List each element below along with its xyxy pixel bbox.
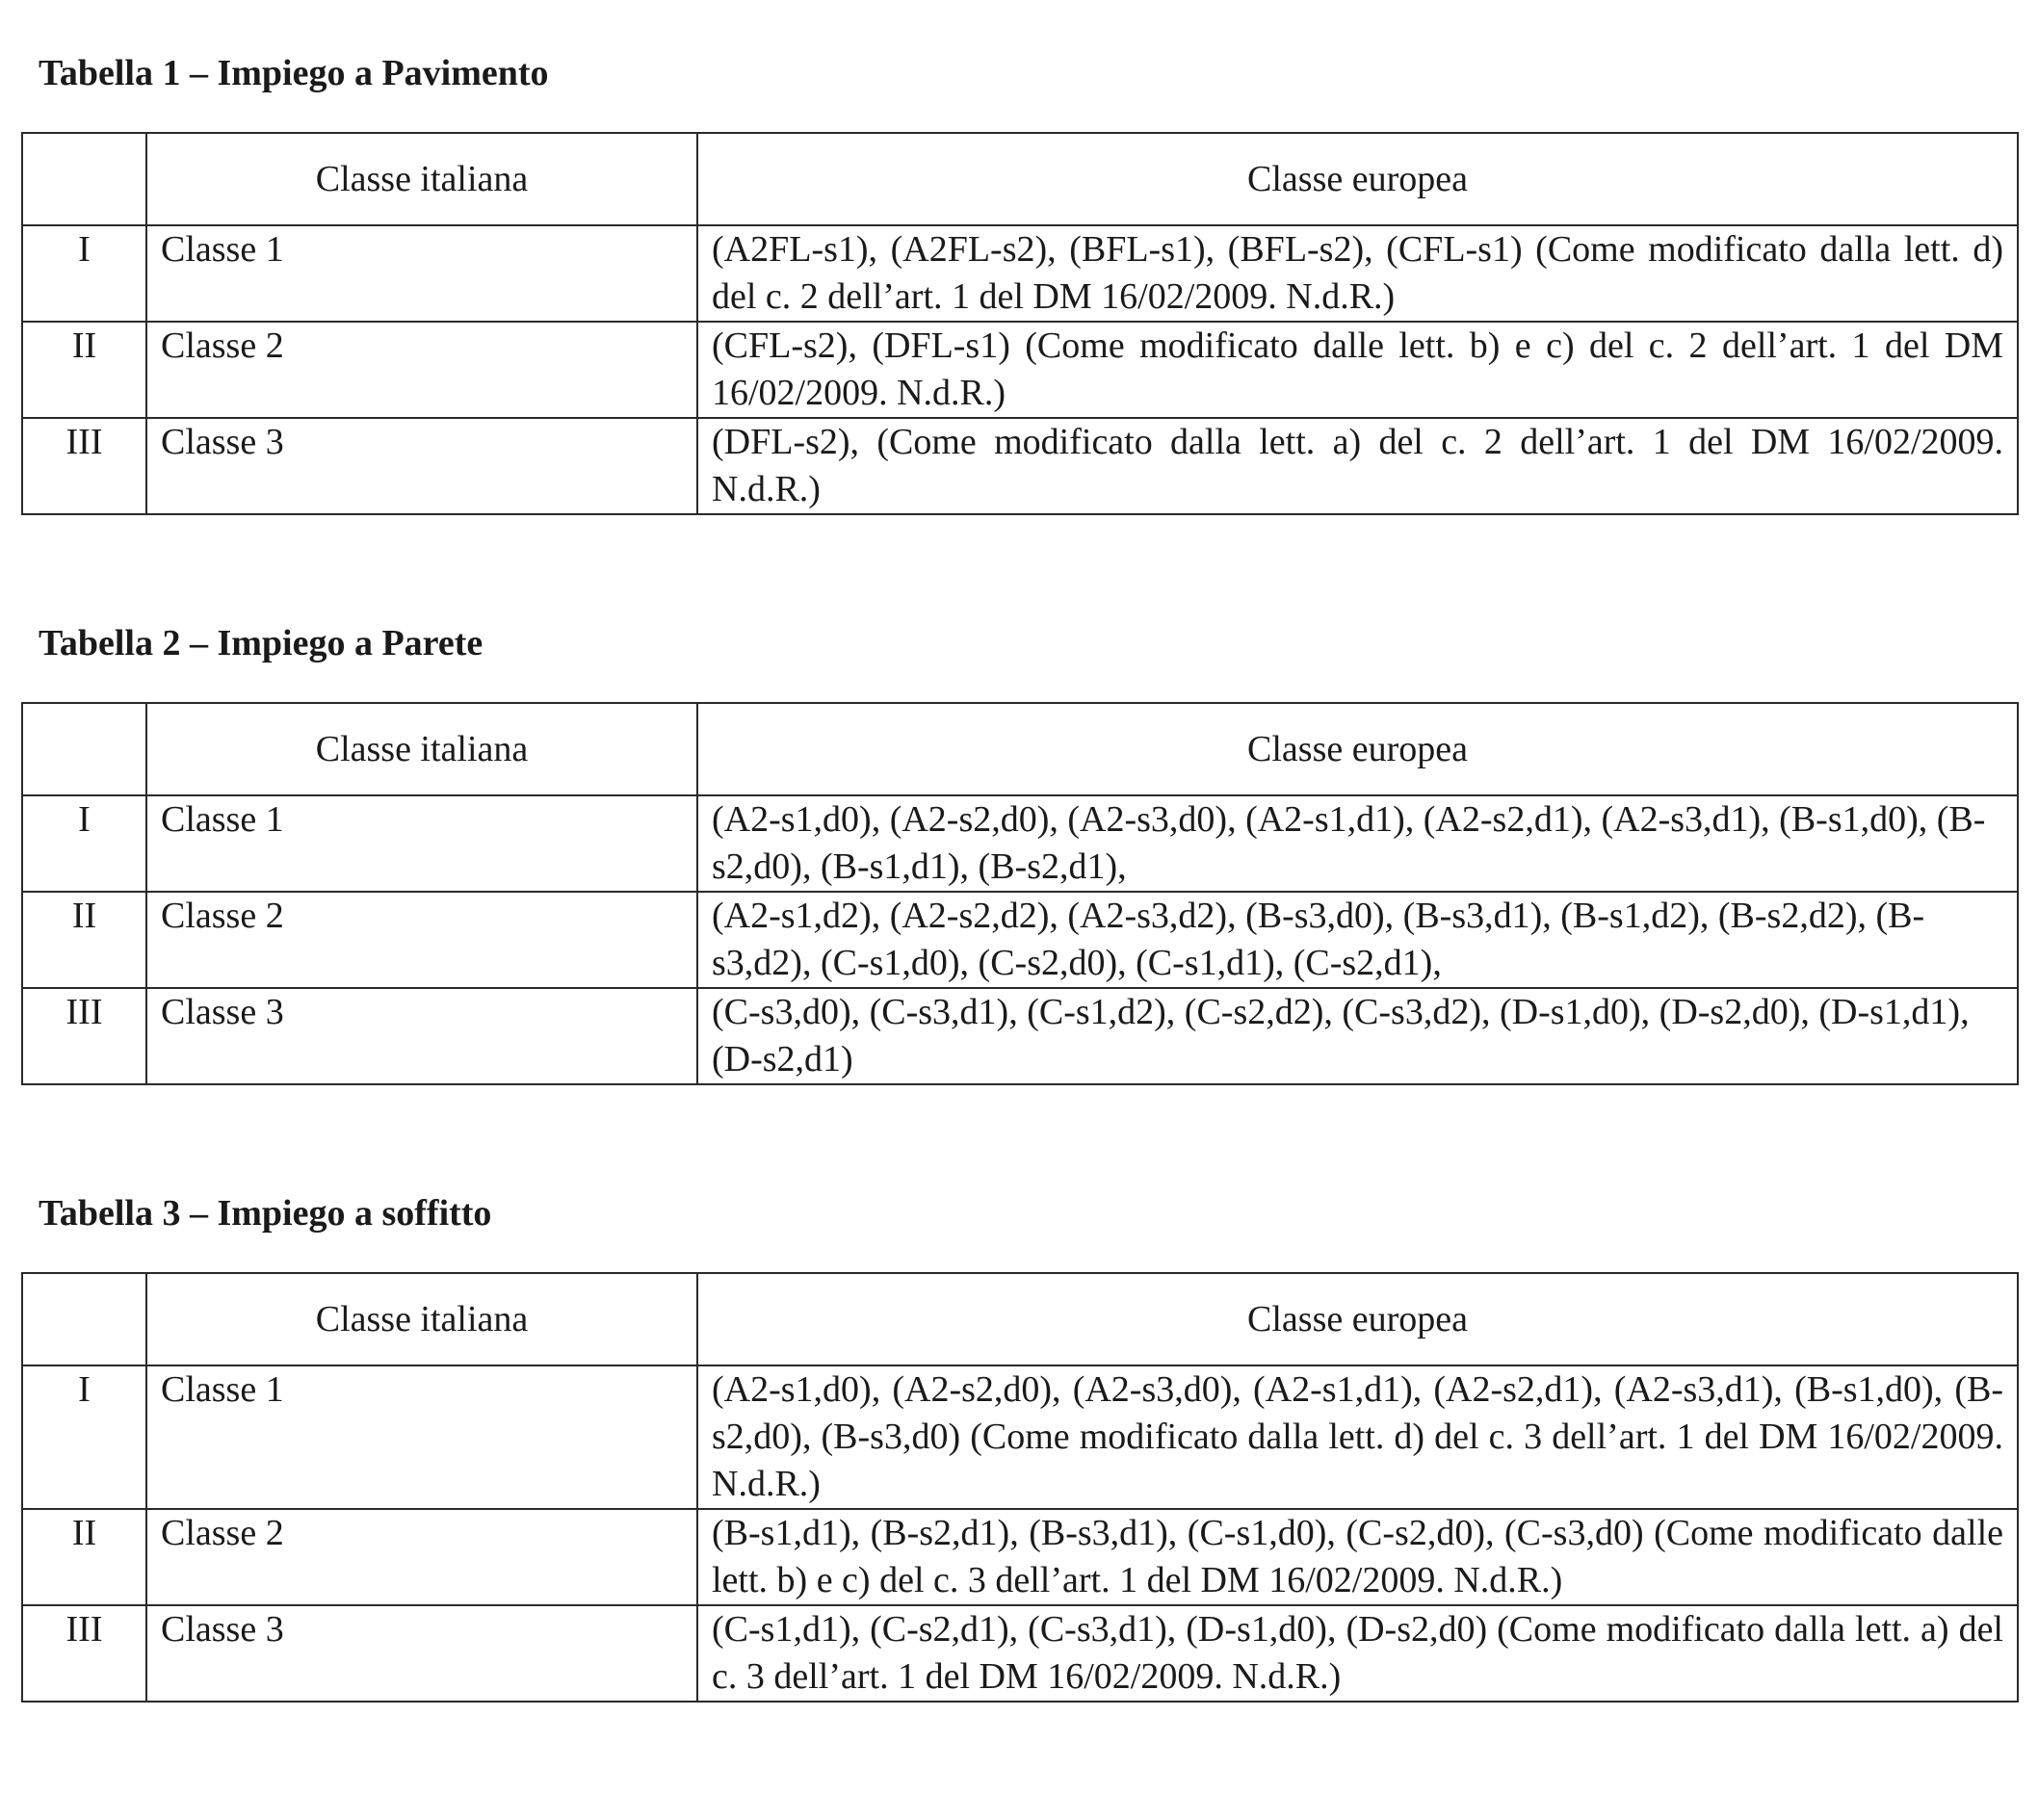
table-section-parete xyxy=(21,616,2017,1085)
row-number: III xyxy=(22,988,146,1084)
classe-italiana-cell: Classe 2 xyxy=(146,322,697,418)
header-num-cell xyxy=(22,133,146,225)
table-row xyxy=(22,795,2018,892)
header-classe-europea: Classe europea xyxy=(697,703,2018,795)
table-header-row xyxy=(22,133,2018,225)
classe-europea-cell: (CFL-s2), (DFL-s1) (Come modificato dalle lett. b) e c) del c. 2 dell’art. 1 del DM 16/02/2009. N.d.R.) xyxy=(697,322,2018,418)
header-num-cell xyxy=(22,1273,146,1365)
table-row xyxy=(22,418,2018,514)
table-title: Tabella 1 – Impiego a Pavimento xyxy=(39,53,549,93)
classe-europea-cell: (A2FL-s1), (A2FL-s2), (BFL-s1), (BFL-s2), (CFL-s1) (Come modificato dalla lett. d) del c. 2 dell’art. 1 del DM 16/02/2009. N.d.R.) xyxy=(697,225,2018,322)
table-row xyxy=(22,988,2018,1084)
header-classe-italiana: Classe italiana xyxy=(146,703,697,795)
row-number: III xyxy=(22,418,146,514)
classification-table xyxy=(21,1272,2019,1703)
table-title: Tabella 3 – Impiego a soffitto xyxy=(39,1193,492,1234)
classe-europea-cell: (C-s1,d1), (C-s2,d1), (C-s3,d1), (D-s1,d0), (D-s2,d0) (Come modificato dalla lett. a) del c. 3 dell’art. 1 del DM 16/02/2009. N.d.R.) xyxy=(697,1605,2018,1702)
classe-italiana-cell: Classe 2 xyxy=(146,1509,697,1605)
classe-italiana-cell: Classe 2 xyxy=(146,892,697,988)
table-row xyxy=(22,225,2018,322)
classe-europea-cell: (C-s3,d0), (C-s3,d1), (C-s1,d2), (C-s2,d2), (C-s3,d2), (D-s1,d0), (D-s2,d0), (D-s1,d1), (D-s2,d1) xyxy=(697,988,2018,1084)
table-title: Tabella 2 – Impiego a Parete xyxy=(39,623,483,663)
row-number: I xyxy=(22,795,146,892)
table-section-soffitto xyxy=(21,1186,2017,1703)
header-classe-italiana: Classe italiana xyxy=(146,1273,697,1365)
table-header-row xyxy=(22,703,2018,795)
table-section-pavimento xyxy=(21,46,2017,515)
row-number: I xyxy=(22,1365,146,1509)
classe-europea-cell: (A2-s1,d2), (A2-s2,d2), (A2-s3,d2), (B-s3,d0), (B-s3,d1), (B-s1,d2), (B-s2,d2), (B-s3,d2), (C-s1,d0), (C-s2,d0), (C-s1,d1), (C-s2,d1), xyxy=(697,892,2018,988)
table-row xyxy=(22,1605,2018,1702)
classe-italiana-cell: Classe 3 xyxy=(146,418,697,514)
table-row xyxy=(22,1509,2018,1605)
row-number: II xyxy=(22,1509,146,1605)
classe-europea-cell: (B-s1,d1), (B-s2,d1), (B-s3,d1), (C-s1,d0), (C-s2,d0), (C-s3,d0) (Come modificato dalle lett. b) e c) del c. 3 dell’art. 1 del DM 16/02/2009. N.d.R.) xyxy=(697,1509,2018,1605)
header-classe-europea: Classe europea xyxy=(697,1273,2018,1365)
classe-italiana-cell: Classe 3 xyxy=(146,1605,697,1702)
table-row xyxy=(22,892,2018,988)
row-number: II xyxy=(22,892,146,988)
row-number: I xyxy=(22,225,146,322)
classe-europea-cell: (A2-s1,d0), (A2-s2,d0), (A2-s3,d0), (A2-s1,d1), (A2-s2,d1), (A2-s3,d1), (B-s1,d0), (B-s2,d0), (B-s3,d0) (Come modificato dalla lett. d) del c. 3 dell’art. 1 del DM 16/02/2009. N.d.R.) xyxy=(697,1365,2018,1509)
classe-europea-cell: (A2-s1,d0), (A2-s2,d0), (A2-s3,d0), (A2-s1,d1), (A2-s2,d1), (A2-s3,d1), (B-s1,d0), (B-s2,d0), (B-s1,d1), (B-s2,d1), xyxy=(697,795,2018,892)
table-row xyxy=(22,1365,2018,1509)
header-classe-europea: Classe europea xyxy=(697,133,2018,225)
header-classe-italiana: Classe italiana xyxy=(146,133,697,225)
table-row xyxy=(22,322,2018,418)
classe-italiana-cell: Classe 3 xyxy=(146,988,697,1084)
classification-table xyxy=(21,702,2019,1085)
classe-italiana-cell: Classe 1 xyxy=(146,795,697,892)
classification-table xyxy=(21,132,2019,515)
header-num-cell xyxy=(22,703,146,795)
classe-europea-cell: (DFL-s2), (Come modificato dalla lett. a) del c. 2 dell’art. 1 del DM 16/02/2009. N.d.R.) xyxy=(697,418,2018,514)
classe-italiana-cell: Classe 1 xyxy=(146,1365,697,1509)
classe-italiana-cell: Classe 1 xyxy=(146,225,697,322)
table-header-row xyxy=(22,1273,2018,1365)
row-number: III xyxy=(22,1605,146,1702)
row-number: II xyxy=(22,322,146,418)
